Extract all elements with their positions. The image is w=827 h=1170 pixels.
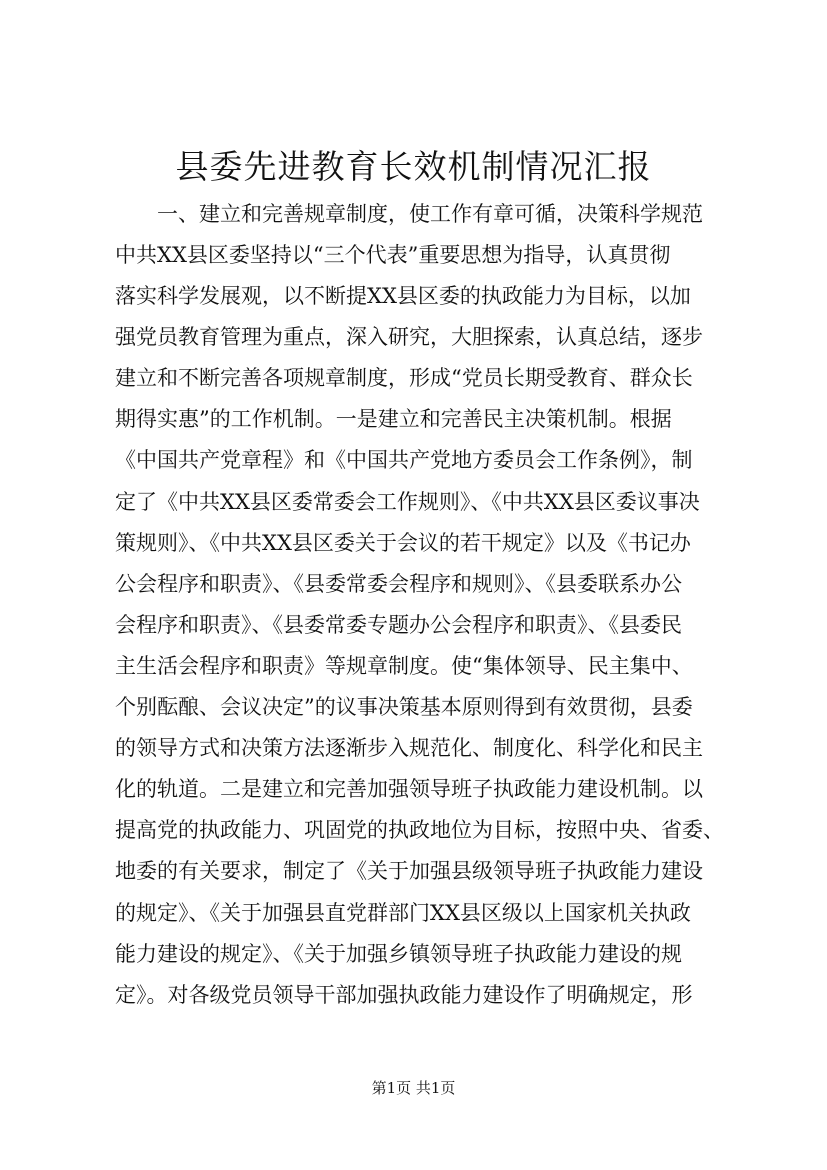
document-title: 县委先进教育长效机制情况汇报 <box>175 147 652 186</box>
body-line: 的领导方式和决策方法逐渐步入规范化、制度化、科学化和民主 <box>115 736 703 760</box>
body-line: 的规定》、《关于加强县直党群部门XX县区级以上国家机关执政 <box>115 901 691 925</box>
body-line: 策规则》、《中共XX县区委关于会议的若干规定》以及《书记办 <box>115 531 691 555</box>
body-line: 公会程序和职责》、《县委常委会程序和规则》、《县委联系办公 <box>115 572 682 596</box>
body-line: 定了《中共XX县区委常委会工作规则》、《中共XX县区委议事决 <box>115 490 700 514</box>
body-line: 期得实惠”的工作机制。一是建立和完善民主决策机制。根据 <box>115 407 672 431</box>
body-line: 主生活会程序和职责》等规章制度。使“集体领导、民主集中、 <box>115 654 693 678</box>
body-line: 一、建立和完善规章制度，使工作有章可循，决策科学规范 <box>115 202 703 226</box>
body-line: 个别酝酿、会议决定”的议事决策基本原则得到有效贯彻，县委 <box>115 695 693 719</box>
body-line: 化的轨道。二是建立和完善加强领导班子执政能力建设机制。以 <box>115 777 703 801</box>
body-line: 提高党的执政能力、巩固党的执政地位为目标，按照中央、省委、 <box>115 818 724 842</box>
body-line: 落实科学发展观，以不断提XX县区委的执政能力为目标，以加 <box>115 284 691 308</box>
body-line: 中共XX县区委坚持以“三个代表”重要思想为指导，认真贯彻 <box>115 243 671 267</box>
body-line: 地委的有关要求，制定了《关于加强县级领导班子执政能力建设 <box>115 859 703 883</box>
body-line: 强党员教育管理为重点，深入研究，大胆探索，认真总结，逐步 <box>115 325 703 349</box>
body-line: 能力建设的规定》、《关于加强乡镇领导班子执政能力建设的规 <box>115 942 682 966</box>
body-line: 会程序和职责》、《县委常委专题办公会程序和职责》、《县委民 <box>115 613 682 637</box>
page-footer: 第1页 共1页 <box>371 1079 456 1097</box>
body-line: 定》。对各级党员领导干部加强执政能力建设作了明确规定，形 <box>115 983 693 1007</box>
body-line: 建立和不断完善各项规章制度，形成“党员长期受教育、群众长 <box>115 366 693 390</box>
body-line: 《中国共产党章程》和《中国共产党地方委员会工作条例》，制 <box>115 448 693 472</box>
